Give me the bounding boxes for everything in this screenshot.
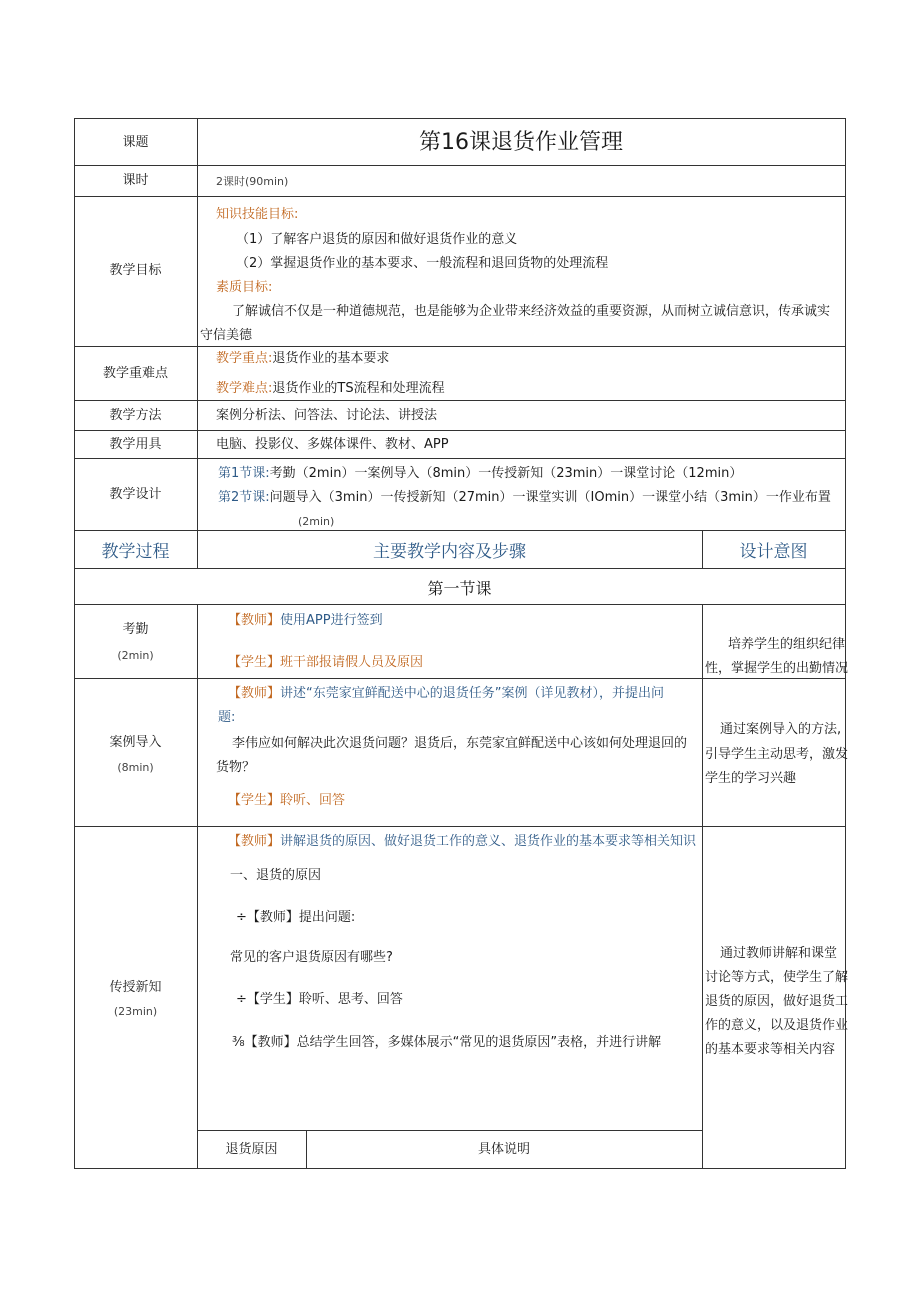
tools-label: 教学用具 (109, 437, 162, 452)
tools-text: 电脑、投影仪、多媒体课件、教材、APP (216, 437, 449, 452)
case-label: 案例导入 (109, 735, 162, 750)
design-session-1-label: 第1节课: (218, 466, 270, 481)
quality-heading: 素质目标: (216, 280, 273, 295)
bullet-1-mark: ÷ (236, 910, 247, 925)
content-col-header: 主要教学内容及步骤 (373, 542, 526, 562)
objective-item-2: （2）掌握退货作业的基本要求、一般流程和退回货物的处理流程 (236, 256, 609, 271)
attendance-teacher-tag: 【教师】 (228, 613, 281, 628)
methods-label: 教学方法 (109, 408, 162, 423)
design-session-2-cont: (2min) (298, 515, 335, 528)
newknow-intent-5: 的基本要求等相关内容 (705, 1042, 836, 1057)
bullet-3-text: 总结学生回答，多媒体展示“常见的退货原因”表格，并进行讲解 (296, 1035, 662, 1050)
knowledge-heading: 知识技能目标: (216, 207, 299, 222)
newknow-teacher (228, 834, 696, 850)
case-teacher-text: 讲述“东莞家宜鲜配送中心的退货任务”案例（详见教材），并提出问 (280, 686, 664, 701)
bullet-2-mark: ÷ (236, 992, 247, 1007)
design-label: 教学设计 (109, 487, 162, 502)
case-question-2: 货物？ (216, 760, 256, 775)
newknow-bullet-3 (232, 1035, 661, 1051)
subtable-col-reason: 退货原因 (225, 1142, 278, 1157)
attendance-label: 考勤 (122, 622, 149, 637)
keypoints-label: 教学重难点 (102, 366, 168, 381)
quality-line-2: 守信美德 (200, 328, 253, 343)
difficult-point (216, 381, 445, 397)
key-point-text: 退货作业的基本要求 (272, 351, 390, 366)
key-point (216, 351, 389, 367)
attendance-intent-2: 性，掌握学生的出勤情况 (705, 661, 849, 676)
hours-value: 2课时(90min) (216, 175, 289, 188)
design-session-2-text: 问题导入（3min）一传授新知（27min）一课堂实训（IOmin）一课堂小结（3min）一作业布置 (269, 490, 831, 505)
case-intent-3: 学生的学习兴趣 (705, 771, 797, 786)
design-session-2 (218, 490, 831, 506)
newknow-intent-2: 讨论等方式，使学生了解 (705, 970, 849, 985)
newknow-teacher-text: 讲解退货的原因、做好退货工作的意义、退货作业的基本要求等相关知识 (280, 834, 697, 849)
case-teacher (228, 686, 664, 702)
design-session-1-text: 考勤（2min）一案例导入（8min）一传授新知（23min）一课堂讨论（12min） (269, 466, 743, 481)
newknow-heading: 一、退货的原因 (230, 868, 322, 883)
attendance-student (228, 655, 423, 671)
newknow-intent-3: 退货的原因，做好退货工 (705, 994, 849, 1009)
design-session-1 (218, 466, 742, 482)
process-col-header: 教学过程 (101, 542, 170, 562)
newknow-bullet-2 (236, 992, 403, 1008)
attendance-time: (2min) (117, 649, 154, 662)
topic-label: 课题 (122, 135, 149, 150)
intent-col-header: 设计意图 (739, 542, 808, 562)
design-session-2-label: 第2节课: (218, 490, 270, 505)
case-student (228, 793, 345, 809)
case-question-1: 李伟应如何解决此次退货问题？退货后，东莞家宜鲜配送中心该如何处理退回的 (232, 736, 688, 751)
case-teacher-cont: 题: (218, 710, 236, 725)
bullet-3-tag: 【教师】 (244, 1035, 297, 1050)
difficult-point-label: 教学难点: (216, 381, 273, 396)
newknow-intent-1: 通过教师讲解和课堂 (720, 946, 838, 961)
page-title: 第16课退货作业管理 (419, 130, 623, 155)
case-intent-1: 通过案例导入的方法, (720, 722, 842, 737)
case-student-tag: 【学生】 (228, 793, 281, 808)
attendance-teacher (228, 613, 383, 629)
difficult-point-text: 退货作业的TS流程和处理流程 (272, 381, 445, 396)
objective-item-1: （1）了解客户退货的原因和做好退货作业的意义 (236, 232, 518, 247)
attendance-student-text: 班干部报请假人员及原因 (280, 655, 424, 670)
subtable-col-detail: 具体说明 (477, 1142, 530, 1157)
bullet-1-tag: 【教师】 (246, 910, 299, 925)
newknow-question: 常见的客户退货原因有哪些? (230, 950, 393, 965)
newknow-label: 传授新知 (109, 980, 162, 995)
bullet-1-text: 提出问题: (298, 910, 356, 925)
case-time: (8min) (117, 761, 154, 774)
case-student-text: 聆听、回答 (280, 793, 346, 808)
section-title: 第一节课 (427, 579, 492, 598)
hours-label: 课时 (122, 173, 149, 188)
newknow-teacher-tag: 【教师】 (228, 834, 281, 849)
newknow-time: (23min) (113, 1005, 158, 1018)
case-teacher-tag: 【教师】 (228, 686, 281, 701)
key-point-label: 教学重点: (216, 351, 273, 366)
quality-line-1: 了解诚信不仅是一种道德规范，也是能够为企业带来经济效益的重要资源，从而树立诚信意识，传承诚实 (232, 304, 831, 319)
newknow-intent-4: 作的意义，以及退货作业 (705, 1018, 849, 1033)
methods-text: 案例分析法、问答法、讨论法、讲授法 (216, 408, 438, 423)
newknow-bullet-1 (236, 910, 355, 926)
bullet-2-text: 聆听、思考、回答 (298, 992, 403, 1007)
objectives-label: 教学目标 (109, 263, 162, 278)
attendance-student-tag: 【学生】 (228, 655, 281, 670)
attendance-intent-1: 培养学生的组织纪律 (728, 637, 846, 652)
attendance-teacher-text: 使用APP进行签到 (280, 613, 383, 628)
case-intent-2: 引导学生主动思考，激发 (705, 747, 849, 762)
bullet-2-tag: 【学生】 (246, 992, 299, 1007)
bullet-3-mark: ⅜ (232, 1035, 245, 1050)
